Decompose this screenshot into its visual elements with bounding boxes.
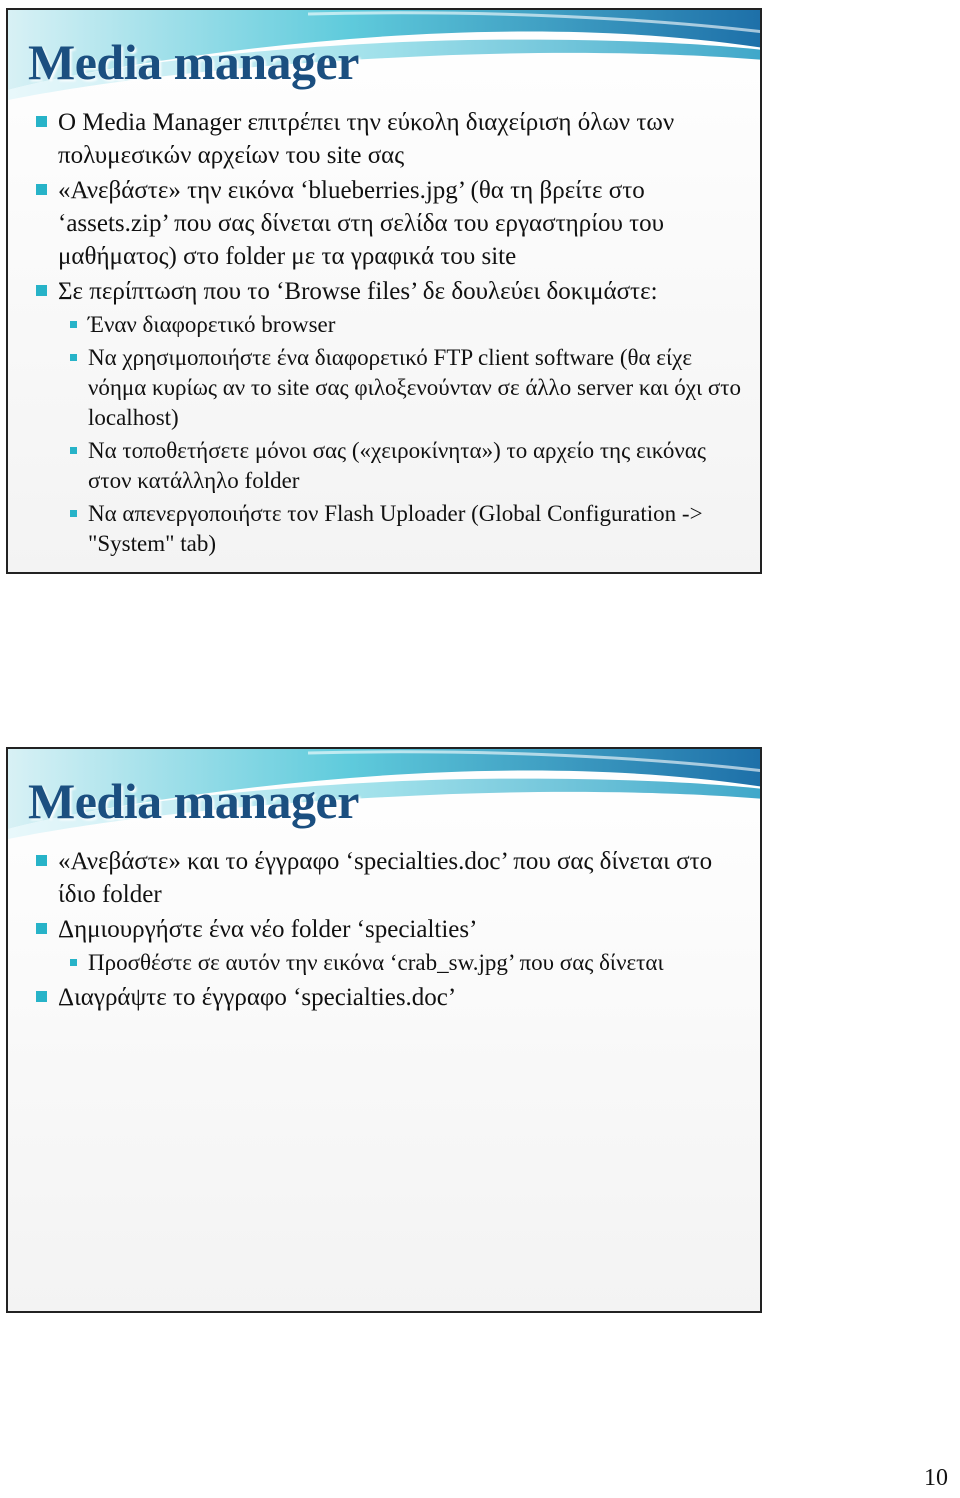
bullet-text: Σε περίπτωση που το ‘Browse files’ δε δουλεύει δοκιμάστε: — [58, 278, 658, 305]
bullet-text: «Ανεβάστε» και το έγγραφο ‘specialties.doc’ που σας δίνεται στο ίδιο folder — [58, 848, 713, 908]
sub-bullet-item — [8, 310, 748, 340]
sub-bullet-item — [8, 499, 748, 559]
bullet-list — [8, 845, 748, 1016]
slide-1 — [6, 8, 762, 574]
bullet-text: «Ανεβάστε» την εικόνα ‘blueberries.jpg’ (θα τη βρείτε στο ‘assets.zip’ που σας δίνεται στη σελίδα του εργαστηρίου του μαθήματος) στο folder με τα γραφικά του site — [58, 177, 665, 270]
bullet-item — [8, 845, 748, 911]
bullet-text: Να απενεργοποιήστε τον Flash Uploader (Global Configuration -> "System" tab) — [88, 501, 703, 556]
slide-title: Media manager — [28, 773, 359, 829]
bullet-item — [8, 913, 748, 946]
bullet-text: Προσθέστε σε αυτόν την εικόνα ‘crab_sw.jpg’ που σας δίνεται — [88, 950, 664, 975]
square-bullet-icon — [36, 116, 47, 127]
bullet-text: Διαγράψτε το έγγραφο ‘specialties.doc’ — [58, 984, 457, 1011]
square-bullet-icon — [36, 285, 47, 296]
sub-bullet-item — [8, 343, 748, 433]
square-bullet-icon — [36, 991, 47, 1002]
bullet-item — [8, 174, 748, 273]
square-bullet-icon — [36, 184, 47, 195]
bullet-item — [8, 106, 748, 172]
slide-2 — [6, 747, 762, 1313]
square-bullet-icon — [70, 959, 77, 966]
square-bullet-icon — [36, 855, 47, 866]
slide-title: Media manager — [28, 34, 359, 90]
bullet-list — [8, 106, 748, 562]
bullet-text: Να χρησιμοποιήστε ένα διαφορετικό FTP client software (θα είχε νόημα κυρίως αν το site σας φιλοξενούνταν σε άλλο server και όχι στο localhost) — [88, 345, 742, 430]
bullet-text: Ο Media Manager επιτρέπει την εύκολη διαχείριση όλων των πολυμεσικών αρχείων του site σας — [58, 109, 675, 169]
square-bullet-icon — [36, 923, 47, 934]
bullet-item — [8, 981, 748, 1014]
square-bullet-icon — [70, 321, 77, 328]
page-number: 10 — [924, 1465, 948, 1491]
square-bullet-icon — [70, 354, 77, 361]
square-bullet-icon — [70, 510, 77, 517]
bullet-item — [8, 275, 748, 308]
bullet-text: Δημιουργήστε ένα νέο folder ‘specialties’ — [58, 916, 478, 943]
sub-bullet-item — [8, 436, 748, 496]
square-bullet-icon — [70, 447, 77, 454]
bullet-text: Έναν διαφορετικό browser — [88, 312, 336, 337]
sub-bullet-item — [8, 948, 748, 978]
bullet-text: Να τοποθετήσετε μόνοι σας («χειροκίνητα») το αρχείο της εικόνας στον κατάλληλο folder — [88, 438, 706, 493]
